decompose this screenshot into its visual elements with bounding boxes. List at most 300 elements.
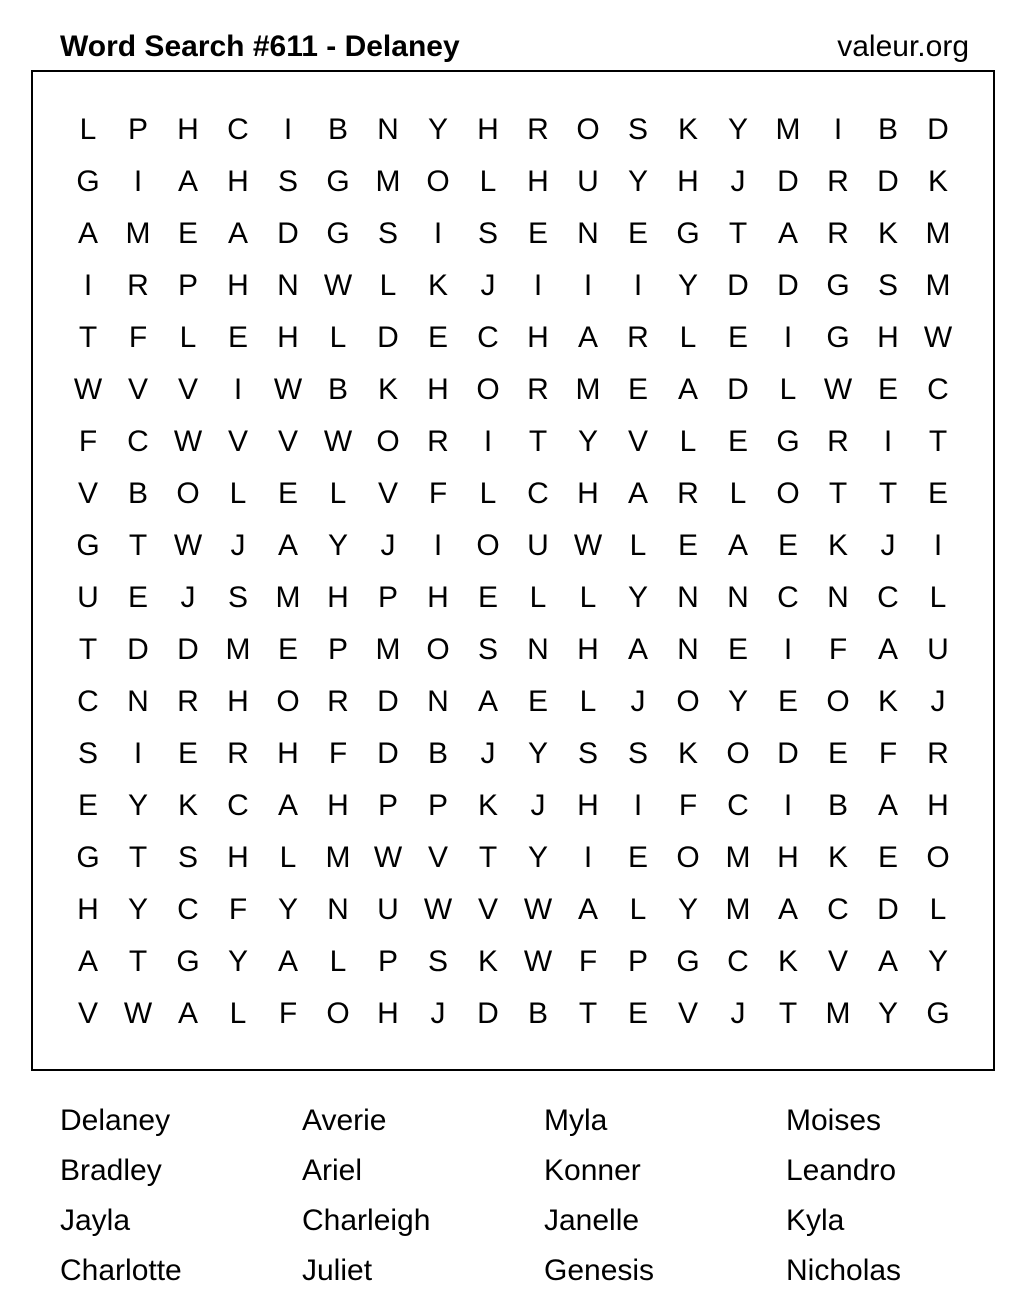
grid-letter: M bbox=[925, 269, 951, 302]
grid-letter: S bbox=[477, 217, 498, 250]
grid-letter: A bbox=[77, 945, 98, 978]
grid-letter: D bbox=[177, 633, 199, 666]
grid-letter: W bbox=[173, 425, 203, 458]
grid-letter: V bbox=[177, 373, 198, 406]
grid-letter: E bbox=[677, 529, 698, 562]
grid-letter: I bbox=[883, 425, 893, 458]
grid-letter: B bbox=[827, 789, 848, 822]
grid-letter: D bbox=[777, 737, 799, 770]
grid-letter: U bbox=[927, 633, 949, 666]
grid-letter: B bbox=[327, 373, 348, 406]
grid-letter: Y bbox=[927, 945, 948, 978]
grid-letter: T bbox=[878, 477, 898, 510]
grid-letter: H bbox=[577, 477, 599, 510]
grid-letter: B bbox=[427, 737, 448, 770]
grid-letter: Y bbox=[877, 997, 898, 1030]
grid-letter: A bbox=[177, 165, 198, 198]
grid-letter: Y bbox=[227, 945, 248, 978]
grid-letter: O bbox=[726, 737, 750, 770]
grid-letter: R bbox=[927, 737, 949, 770]
grid-letter: Y bbox=[627, 165, 648, 198]
grid-letter: G bbox=[826, 321, 850, 354]
grid-letter: H bbox=[327, 581, 349, 614]
grid-letter: E bbox=[777, 529, 798, 562]
grid-letter: S bbox=[277, 165, 298, 198]
grid-letter: F bbox=[278, 997, 298, 1030]
grid-letter: V bbox=[277, 425, 298, 458]
grid-letter: E bbox=[877, 841, 898, 874]
grid-letter: U bbox=[577, 165, 599, 198]
grid-letter: Y bbox=[727, 685, 748, 718]
word-list-item: Charleigh bbox=[302, 1204, 431, 1237]
grid-letter: F bbox=[228, 893, 248, 926]
grid-letter: L bbox=[329, 945, 347, 978]
grid-letter: W bbox=[173, 529, 203, 562]
grid-letter: L bbox=[679, 321, 697, 354]
grid-letter: J bbox=[480, 269, 496, 302]
grid-letter: W bbox=[373, 841, 403, 874]
grid-letter: V bbox=[77, 477, 98, 510]
grid-letter: S bbox=[477, 633, 498, 666]
grid-letter: A bbox=[877, 633, 898, 666]
grid-letter: M bbox=[825, 997, 851, 1030]
grid-letter: D bbox=[777, 269, 799, 302]
grid-letter: L bbox=[229, 477, 247, 510]
grid-letter: T bbox=[928, 425, 948, 458]
grid-letter: T bbox=[528, 425, 548, 458]
grid-letter: A bbox=[477, 685, 498, 718]
grid-letter: A bbox=[727, 529, 748, 562]
grid-letter: D bbox=[777, 165, 799, 198]
grid-letter: A bbox=[577, 893, 598, 926]
grid-letter: A bbox=[777, 893, 798, 926]
grid-letter: D bbox=[377, 321, 399, 354]
grid-letter: H bbox=[577, 789, 599, 822]
grid-letter: T bbox=[778, 997, 798, 1030]
grid-letter: O bbox=[676, 841, 700, 874]
grid-letter: M bbox=[325, 841, 351, 874]
grid-letter: I bbox=[533, 269, 543, 302]
grid-letter: O bbox=[476, 529, 500, 562]
word-list-item: Janelle bbox=[544, 1204, 640, 1237]
word-list-item: Myla bbox=[544, 1104, 608, 1137]
grid-letter: E bbox=[777, 685, 798, 718]
grid-letter: K bbox=[477, 945, 498, 978]
grid-letter: S bbox=[77, 737, 98, 770]
grid-letter: B bbox=[327, 113, 348, 146]
grid-letter: O bbox=[926, 841, 950, 874]
word-list-item: Moises bbox=[786, 1104, 882, 1137]
grid-letter: H bbox=[577, 633, 599, 666]
grid-letter: P bbox=[377, 945, 398, 978]
grid-letter: S bbox=[627, 113, 648, 146]
grid-letter: Y bbox=[327, 529, 348, 562]
grid-letter: L bbox=[779, 373, 797, 406]
grid-letter: I bbox=[583, 841, 593, 874]
grid-letter: C bbox=[827, 893, 849, 926]
word-list-item: Juliet bbox=[302, 1254, 373, 1287]
grid-letter: G bbox=[826, 269, 850, 302]
word-list-item: Ariel bbox=[302, 1154, 363, 1187]
grid-letter: I bbox=[83, 269, 93, 302]
grid-letter: H bbox=[527, 165, 549, 198]
grid-letter: C bbox=[777, 581, 799, 614]
grid-letter: H bbox=[227, 269, 249, 302]
grid-letter: K bbox=[827, 529, 848, 562]
grid-letter: T bbox=[578, 997, 598, 1030]
grid-letter: E bbox=[177, 217, 198, 250]
grid-letter: K bbox=[777, 945, 798, 978]
grid-letter: K bbox=[877, 685, 898, 718]
grid-letter: U bbox=[77, 581, 99, 614]
grid-letter: L bbox=[529, 581, 547, 614]
grid-letter: E bbox=[827, 737, 848, 770]
grid-letter: I bbox=[833, 113, 843, 146]
grid-letter: A bbox=[877, 945, 898, 978]
grid-letter: K bbox=[677, 113, 698, 146]
grid-letter: Y bbox=[727, 113, 748, 146]
word-list bbox=[60, 1096, 1020, 1296]
grid-letter: V bbox=[377, 477, 398, 510]
grid-letter: L bbox=[629, 529, 647, 562]
grid-letter: G bbox=[176, 945, 200, 978]
grid-letter: T bbox=[78, 633, 98, 666]
grid-letter: D bbox=[277, 217, 299, 250]
grid-letter: K bbox=[427, 269, 448, 302]
grid-letter: D bbox=[377, 685, 399, 718]
grid-letter: O bbox=[326, 997, 350, 1030]
grid-letter: E bbox=[627, 373, 648, 406]
grid-letter: N bbox=[377, 113, 399, 146]
grid-letter: I bbox=[633, 789, 643, 822]
grid-letter: L bbox=[579, 685, 597, 718]
grid-letter: N bbox=[427, 685, 449, 718]
grid-letter: E bbox=[727, 633, 748, 666]
grid-letter: K bbox=[377, 373, 398, 406]
site-name: valeur.org bbox=[837, 30, 969, 63]
word-list-item: Charlotte bbox=[60, 1254, 182, 1287]
grid-letter: N bbox=[527, 633, 549, 666]
grid-letter: A bbox=[677, 373, 698, 406]
word-list-item: Nicholas bbox=[786, 1254, 902, 1287]
grid-letter: I bbox=[133, 165, 143, 198]
grid-letter: R bbox=[827, 425, 849, 458]
grid-letter: P bbox=[377, 789, 398, 822]
grid-letter: W bbox=[123, 997, 153, 1030]
grid-letter: E bbox=[627, 217, 648, 250]
grid-letter: T bbox=[478, 841, 498, 874]
grid-letter: R bbox=[127, 269, 149, 302]
grid-letter: T bbox=[78, 321, 98, 354]
grid-letter: E bbox=[277, 477, 298, 510]
grid-letter: H bbox=[227, 165, 249, 198]
grid-letter: P bbox=[327, 633, 348, 666]
grid-letter: G bbox=[76, 165, 100, 198]
word-list-item: Delaney bbox=[60, 1104, 171, 1137]
grid-letter: E bbox=[527, 217, 548, 250]
grid-letter: W bbox=[573, 529, 603, 562]
grid-letter: D bbox=[127, 633, 149, 666]
grid-letter: W bbox=[273, 373, 303, 406]
grid-letter: H bbox=[377, 997, 399, 1030]
grid-letter: V bbox=[227, 425, 248, 458]
grid-letter: P bbox=[177, 269, 198, 302]
grid-letter: N bbox=[677, 581, 699, 614]
grid-letter: O bbox=[376, 425, 400, 458]
grid-letter: L bbox=[929, 893, 947, 926]
word-list-item: Genesis bbox=[544, 1254, 655, 1287]
grid-letter: O bbox=[676, 685, 700, 718]
grid-letter: J bbox=[380, 529, 396, 562]
grid-letter: I bbox=[583, 269, 593, 302]
grid-letter: H bbox=[277, 321, 299, 354]
grid-letter: I bbox=[433, 217, 443, 250]
grid-letter: A bbox=[77, 217, 98, 250]
grid-letter: R bbox=[677, 477, 699, 510]
grid-letter: A bbox=[277, 945, 298, 978]
grid-letter: D bbox=[877, 893, 899, 926]
grid-letter: R bbox=[827, 217, 849, 250]
grid-letter: R bbox=[177, 685, 199, 718]
grid-letter: M bbox=[375, 165, 401, 198]
grid-letter: J bbox=[530, 789, 546, 822]
grid-letter: D bbox=[927, 113, 949, 146]
grid-letter: E bbox=[627, 997, 648, 1030]
grid-letter: O bbox=[476, 373, 500, 406]
grid-letter: V bbox=[677, 997, 698, 1030]
grid-letter: K bbox=[927, 165, 948, 198]
grid-letter: L bbox=[279, 841, 297, 874]
grid-letter: F bbox=[578, 945, 598, 978]
grid-letter: N bbox=[577, 217, 599, 250]
grid-letter: A bbox=[627, 477, 648, 510]
grid-letter: P bbox=[377, 581, 398, 614]
grid-letter: I bbox=[133, 737, 143, 770]
grid-letter: C bbox=[927, 373, 949, 406]
grid-letter: E bbox=[627, 841, 648, 874]
grid-letter: R bbox=[527, 113, 549, 146]
word-list-item: Konner bbox=[544, 1154, 641, 1187]
grid-letter: G bbox=[76, 529, 100, 562]
grid-letter: O bbox=[426, 633, 450, 666]
grid-letter: H bbox=[327, 789, 349, 822]
grid-letter: D bbox=[727, 269, 749, 302]
grid-letter: G bbox=[326, 165, 350, 198]
grid-letter: O bbox=[426, 165, 450, 198]
grid-letter: S bbox=[877, 269, 898, 302]
grid-letter: B bbox=[877, 113, 898, 146]
grid-letter: H bbox=[227, 841, 249, 874]
grid-letter: Y bbox=[127, 893, 148, 926]
grid-letter: S bbox=[377, 217, 398, 250]
grid-letter: M bbox=[725, 893, 751, 926]
grid-letter: C bbox=[77, 685, 99, 718]
grid-letter: R bbox=[427, 425, 449, 458]
grid-letter: N bbox=[327, 893, 349, 926]
grid-letter: H bbox=[777, 841, 799, 874]
grid-letter: T bbox=[128, 841, 148, 874]
grid-letter: T bbox=[128, 529, 148, 562]
grid-letter: R bbox=[327, 685, 349, 718]
grid-letter: N bbox=[127, 685, 149, 718]
grid-letter: H bbox=[927, 789, 949, 822]
puzzle-title: Word Search #611 - Delaney bbox=[60, 30, 460, 63]
grid-letter: U bbox=[527, 529, 549, 562]
grid-letter: I bbox=[933, 529, 943, 562]
grid-letter: W bbox=[523, 945, 553, 978]
grid-letter: O bbox=[826, 685, 850, 718]
grid-letter: N bbox=[277, 269, 299, 302]
grid-letter: C bbox=[477, 321, 499, 354]
grid-letter: S bbox=[227, 581, 248, 614]
grid-letter: E bbox=[877, 373, 898, 406]
grid-letter: C bbox=[227, 113, 249, 146]
grid-letter: F bbox=[428, 477, 448, 510]
grid-letter: D bbox=[877, 165, 899, 198]
grid-letter: E bbox=[127, 581, 148, 614]
grid-letter: L bbox=[229, 997, 247, 1030]
grid-letter: D bbox=[377, 737, 399, 770]
grid-letter: C bbox=[177, 893, 199, 926]
grid-letter: P bbox=[627, 945, 648, 978]
grid-letter: G bbox=[76, 841, 100, 874]
grid-letter: A bbox=[877, 789, 898, 822]
grid-letter: V bbox=[627, 425, 648, 458]
grid-letter: L bbox=[479, 477, 497, 510]
grid-letter: R bbox=[227, 737, 249, 770]
grid-letter: E bbox=[527, 685, 548, 718]
grid-letter: H bbox=[527, 321, 549, 354]
grid-letter: I bbox=[783, 789, 793, 822]
grid-letter: W bbox=[323, 269, 353, 302]
word-list-item: Bradley bbox=[60, 1154, 162, 1187]
grid-letter: L bbox=[729, 477, 747, 510]
grid-letter: P bbox=[427, 789, 448, 822]
grid-letter: V bbox=[477, 893, 498, 926]
grid-letter: W bbox=[523, 893, 553, 926]
grid-letter: T bbox=[828, 477, 848, 510]
grid-letter: I bbox=[783, 633, 793, 666]
grid-letter: E bbox=[427, 321, 448, 354]
grid-letter: R bbox=[527, 373, 549, 406]
word-list-item: Leandro bbox=[786, 1154, 897, 1187]
grid-letter: I bbox=[433, 529, 443, 562]
grid-letter: W bbox=[923, 321, 953, 354]
grid-letter: N bbox=[727, 581, 749, 614]
grid-letter: N bbox=[827, 581, 849, 614]
grid-letter: I bbox=[233, 373, 243, 406]
grid-letter: F bbox=[128, 321, 148, 354]
grid-letter: H bbox=[677, 165, 699, 198]
word-list-item: Kyla bbox=[786, 1204, 845, 1237]
grid-letter: L bbox=[929, 581, 947, 614]
grid-letter: O bbox=[276, 685, 300, 718]
grid-letter: L bbox=[179, 321, 197, 354]
grid-letter: K bbox=[477, 789, 498, 822]
grid-letter: O bbox=[576, 113, 600, 146]
grid-letter: A bbox=[777, 217, 798, 250]
grid-letter: M bbox=[225, 633, 251, 666]
grid-letter: F bbox=[328, 737, 348, 770]
grid-letter: M bbox=[775, 113, 801, 146]
grid-letter: L bbox=[579, 581, 597, 614]
grid-letter: E bbox=[177, 737, 198, 770]
grid-letter: W bbox=[323, 425, 353, 458]
grid-letter: G bbox=[776, 425, 800, 458]
grid-letter: J bbox=[180, 581, 196, 614]
grid-letter: H bbox=[427, 373, 449, 406]
letter-grid bbox=[63, 104, 963, 1040]
grid-letter: F bbox=[78, 425, 98, 458]
grid-letter: I bbox=[283, 113, 293, 146]
grid-letter: Y bbox=[427, 113, 448, 146]
grid-letter: H bbox=[177, 113, 199, 146]
grid-letter: L bbox=[629, 893, 647, 926]
grid-letter: B bbox=[127, 477, 148, 510]
grid-letter: S bbox=[577, 737, 598, 770]
grid-letter: I bbox=[783, 321, 793, 354]
grid-letter: O bbox=[176, 477, 200, 510]
grid-letter: M bbox=[125, 217, 151, 250]
grid-letter: H bbox=[77, 893, 99, 926]
grid-letter: H bbox=[227, 685, 249, 718]
grid-letter: L bbox=[679, 425, 697, 458]
grid-letter: D bbox=[477, 997, 499, 1030]
grid-letter: O bbox=[776, 477, 800, 510]
grid-letter: A bbox=[577, 321, 598, 354]
grid-letter: L bbox=[79, 113, 97, 146]
grid-letter: W bbox=[423, 893, 453, 926]
grid-letter: J bbox=[630, 685, 646, 718]
grid-letter: F bbox=[878, 737, 898, 770]
grid-letter: M bbox=[375, 633, 401, 666]
grid-letter: Y bbox=[677, 269, 698, 302]
grid-letter: E bbox=[277, 633, 298, 666]
grid-letter: W bbox=[823, 373, 853, 406]
grid-letter: E bbox=[927, 477, 948, 510]
grid-letter: L bbox=[379, 269, 397, 302]
grid-letter: V bbox=[127, 373, 148, 406]
grid-letter: E bbox=[727, 425, 748, 458]
grid-letter: G bbox=[326, 217, 350, 250]
grid-letter: J bbox=[730, 165, 746, 198]
grid-letter: N bbox=[677, 633, 699, 666]
grid-letter: H bbox=[477, 113, 499, 146]
grid-letter: Y bbox=[527, 841, 548, 874]
grid-letter: L bbox=[329, 477, 347, 510]
grid-letter: M bbox=[575, 373, 601, 406]
grid-letter: K bbox=[177, 789, 198, 822]
grid-letter: K bbox=[677, 737, 698, 770]
grid-letter: A bbox=[177, 997, 198, 1030]
grid-letter: A bbox=[277, 789, 298, 822]
grid-letter: C bbox=[527, 477, 549, 510]
grid-letter: T bbox=[128, 945, 148, 978]
grid-letter: K bbox=[877, 217, 898, 250]
grid-letter: S bbox=[627, 737, 648, 770]
grid-letter: V bbox=[427, 841, 448, 874]
grid-letter: D bbox=[727, 373, 749, 406]
grid-letter: J bbox=[880, 529, 896, 562]
grid-letter: J bbox=[930, 685, 946, 718]
grid-letter: W bbox=[73, 373, 103, 406]
grid-letter: Y bbox=[677, 893, 698, 926]
grid-letter: H bbox=[877, 321, 899, 354]
grid-letter: M bbox=[925, 217, 951, 250]
grid-letter: L bbox=[329, 321, 347, 354]
grid-letter: V bbox=[827, 945, 848, 978]
grid-letter: I bbox=[483, 425, 493, 458]
